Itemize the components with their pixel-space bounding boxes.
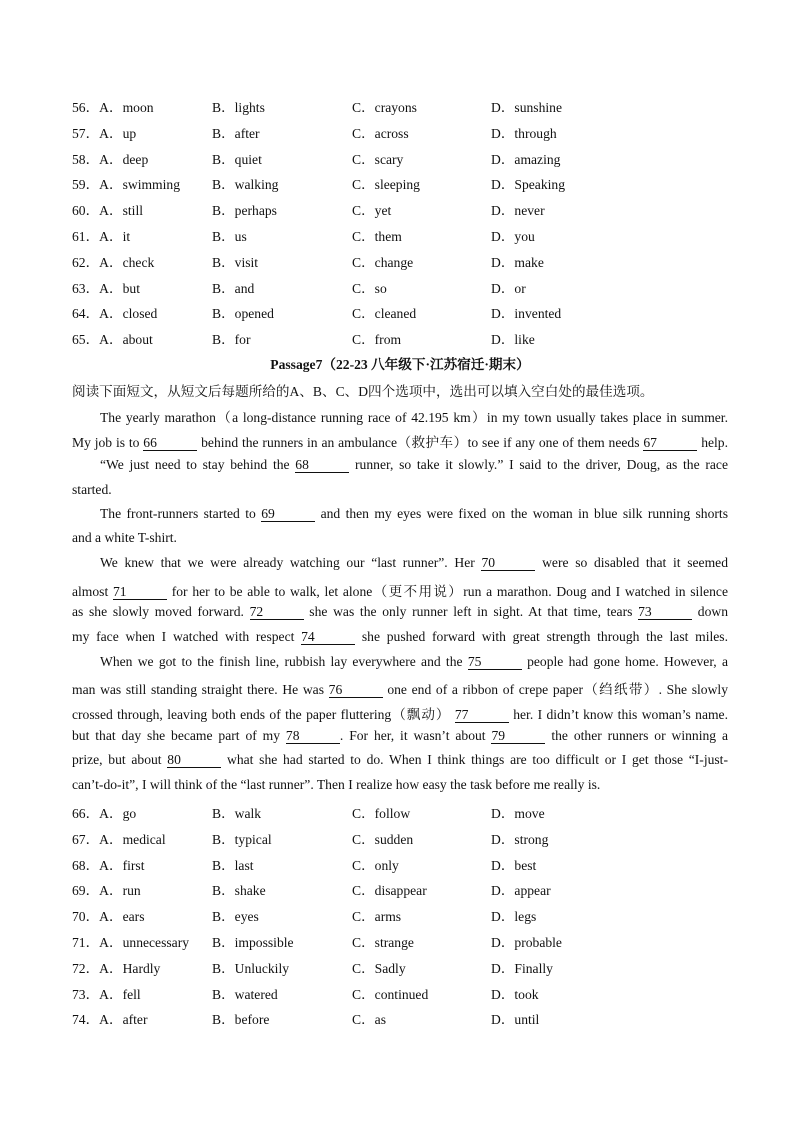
passage-line: [72, 728, 728, 748]
text-segment: and then my eyes were fixed on the woman in blue silk running shorts: [315, 506, 728, 521]
text-segment: as she slowly moved forward.: [72, 604, 250, 619]
option-a[interactable]: 68．A．first: [72, 857, 145, 873]
blank-73[interactable]: 73: [638, 605, 692, 620]
passage-line: [72, 482, 728, 502]
text-segment: runner, so take it slowly.” I said to the driver, Doug, as the race: [349, 457, 728, 472]
option-c[interactable]: C．arms: [352, 909, 402, 925]
passage-line: [72, 530, 728, 550]
option-a[interactable]: 67．A．medical: [72, 831, 166, 847]
option-c[interactable]: C．sudden: [352, 831, 414, 847]
option-b[interactable]: B．quiet: [212, 151, 262, 167]
option-a[interactable]: 56．A．moon: [72, 100, 154, 115]
option-a[interactable]: 72．A．Hardly: [72, 960, 161, 976]
text-segment: The yearly marathon（a long-distance running race of 42.195 km）in my town usually takes place in summer.: [100, 410, 728, 425]
option-b[interactable]: B．after: [212, 125, 260, 141]
option-c[interactable]: C．them: [352, 229, 402, 244]
blank-71[interactable]: 71: [113, 585, 167, 600]
text-segment: she pushed forward with great strength through the last miles.: [355, 629, 728, 644]
option-d[interactable]: D．you: [491, 229, 535, 244]
passage-line: [72, 752, 728, 772]
question-60-options: [72, 199, 732, 219]
option-c[interactable]: C．as: [352, 1012, 386, 1028]
option-a[interactable]: 60．A．still: [72, 203, 143, 219]
option-c[interactable]: C．continued: [352, 986, 429, 1002]
option-c[interactable]: C．change: [352, 254, 414, 270]
option-a[interactable]: 66．A．go: [72, 806, 137, 821]
question-57-options: [72, 122, 732, 142]
passage-line: [72, 580, 728, 600]
question-66-options: [72, 802, 732, 822]
text-segment: but that day she became part of my: [72, 728, 286, 743]
option-c[interactable]: C．yet: [352, 203, 392, 219]
option-c[interactable]: C．cleaned: [352, 306, 417, 322]
option-c[interactable]: C．strange: [352, 935, 414, 950]
passage-line: [100, 506, 728, 526]
option-d[interactable]: D．until: [491, 1012, 540, 1028]
option-b[interactable]: B．for: [212, 332, 251, 348]
passage-line: [100, 406, 728, 426]
text-segment: When we got to the finish line, rubbish lay everywhere and the: [100, 654, 468, 669]
text-segment: prize, but about: [72, 752, 168, 767]
passage-line: [100, 654, 728, 674]
blank-79[interactable]: 79: [491, 729, 545, 744]
option-b[interactable]: B．opened: [212, 306, 274, 322]
option-d[interactable]: D．appear: [491, 883, 551, 899]
question-64-options: [72, 302, 732, 322]
passage-line: [100, 555, 728, 575]
blank-72[interactable]: 72: [250, 605, 304, 620]
option-b[interactable]: B．walk: [212, 806, 262, 821]
option-b[interactable]: B．impossible: [212, 935, 294, 950]
option-b[interactable]: B．shake: [212, 883, 266, 899]
option-c[interactable]: C．only: [352, 857, 399, 873]
option-b[interactable]: B．visit: [212, 254, 259, 270]
option-b[interactable]: B．perhaps: [212, 203, 277, 219]
text-segment: people had gone home. However, a: [521, 654, 728, 669]
passage-line: [100, 457, 728, 477]
option-b[interactable]: B．Unluckily: [212, 960, 290, 976]
option-c[interactable]: C．sleeping: [352, 177, 420, 193]
passage-line: [72, 604, 728, 624]
option-d[interactable]: D．sunshine: [491, 100, 562, 115]
question-68-options: [72, 854, 732, 874]
text-segment: her. I didn’t know this woman’s name.: [508, 707, 728, 722]
passage-line: [72, 678, 728, 698]
option-d[interactable]: D．like: [491, 332, 535, 348]
instruction: 阅读下面短文，从短文后每题所给的A、B、C、D四个选项中，选出可以填入空白处的最佳选项。: [72, 384, 654, 399]
option-d[interactable]: D．strong: [491, 831, 549, 847]
option-b[interactable]: B．us: [212, 229, 247, 244]
text-segment: can’t-do-it”, I will think of the “last runner”. Then I realize how easy the task before me really is.: [72, 777, 601, 792]
option-d[interactable]: D．through: [491, 125, 557, 141]
text-segment: for her to be able to walk, let alone（更不用说）run a marathon. Doug and I watched in silence: [167, 584, 728, 599]
option-a[interactable]: 74．A．after: [72, 1012, 148, 1028]
text-segment: one end of a ribbon of crepe paper（绉纸带）. She slowly: [382, 682, 728, 697]
blank-67[interactable]: 67: [643, 436, 697, 451]
blank-74[interactable]: 74: [301, 630, 355, 645]
question-56-options: [72, 96, 732, 116]
question-74-options: [72, 1008, 732, 1028]
option-a[interactable]: 58．A．deep: [72, 151, 149, 167]
text-segment: almost: [72, 584, 113, 599]
text-segment: the other runners or winning a: [545, 728, 728, 743]
question-61-options: [72, 225, 732, 245]
passage-line: [72, 703, 728, 723]
question-72-options: [72, 957, 732, 977]
passage-line: [72, 431, 728, 451]
option-a[interactable]: 62．A．check: [72, 254, 155, 270]
blank-70[interactable]: 70: [481, 556, 535, 571]
option-a[interactable]: 63．A．but: [72, 280, 140, 296]
option-c[interactable]: C．follow: [352, 806, 411, 821]
passage-line: [72, 777, 728, 797]
option-d[interactable]: D．amazing: [491, 151, 561, 167]
option-a[interactable]: 65．A．about: [72, 332, 153, 348]
option-b[interactable]: B．before: [212, 1012, 270, 1028]
option-a[interactable]: 70．A．ears: [72, 909, 145, 925]
option-a[interactable]: 57．A．up: [72, 125, 137, 141]
question-71-options: [72, 931, 732, 951]
option-b[interactable]: B．lights: [212, 100, 265, 115]
option-b[interactable]: B．typical: [212, 831, 272, 847]
option-d[interactable]: D．Speaking: [491, 177, 566, 193]
option-a[interactable]: 61．A．it: [72, 229, 131, 244]
text-segment: crossed through, leaving both ends of the paper fluttering（飘动）: [72, 707, 455, 722]
text-segment: The front-runners started to: [100, 506, 262, 521]
blank-76[interactable]: 76: [329, 683, 383, 698]
option-c[interactable]: C．scary: [352, 151, 404, 167]
option-d[interactable]: D．took: [491, 986, 539, 1002]
option-a[interactable]: 71．A．unnecessary: [72, 935, 190, 950]
option-d[interactable]: D．never: [491, 203, 545, 219]
text-segment: and a white T-shirt.: [72, 530, 177, 545]
question-65-options: [72, 328, 732, 348]
blank-75[interactable]: 75: [468, 655, 522, 670]
blank-69[interactable]: 69: [261, 507, 315, 522]
option-c[interactable]: C．disappear: [352, 883, 427, 899]
question-63-options: [72, 277, 732, 297]
blank-78[interactable]: 78: [286, 729, 340, 744]
option-c[interactable]: C．Sadly: [352, 960, 406, 976]
option-b[interactable]: B．eyes: [212, 909, 259, 925]
option-c[interactable]: C．from: [352, 332, 402, 348]
option-a[interactable]: 59．A．swimming: [72, 177, 180, 193]
option-b[interactable]: B．and: [212, 280, 255, 296]
option-c[interactable]: C．so: [352, 280, 387, 296]
option-d[interactable]: D．legs: [491, 909, 537, 925]
question-73-options: [72, 983, 732, 1003]
text-segment: . For her, it wasn’t about: [339, 728, 492, 743]
option-d[interactable]: D．make: [491, 254, 544, 270]
option-d[interactable]: D．invented: [491, 306, 562, 322]
option-c[interactable]: C．across: [352, 125, 409, 141]
option-d[interactable]: D．or: [491, 280, 526, 296]
question-62-options: [72, 251, 732, 271]
text-segment: my face when I watched with respect: [72, 629, 302, 644]
text-segment: help.: [697, 435, 728, 450]
blank-77[interactable]: 77: [455, 708, 509, 723]
text-segment: what she had started to do. When I think things are too difficult or I get those “I-just-: [221, 752, 728, 767]
text-segment: down: [692, 604, 728, 619]
question-70-options: [72, 905, 732, 925]
text-segment: We knew that we were already watching our “last runner”. Her: [100, 555, 482, 570]
text-segment: man was still standing straight there. He was: [72, 682, 329, 697]
option-d[interactable]: D．probable: [491, 935, 562, 950]
question-58-options: [72, 148, 732, 168]
option-d[interactable]: D．best: [491, 857, 537, 873]
text-segment: she was the only runner left in sight. At that time, tears: [303, 604, 639, 619]
passage-line: [72, 629, 728, 649]
question-59-options: [72, 173, 732, 193]
option-d[interactable]: D．move: [491, 806, 545, 821]
blank-68[interactable]: 68: [295, 458, 349, 473]
text-segment: were so disabled that it seemed: [535, 555, 728, 570]
option-a[interactable]: 64．A．closed: [72, 306, 158, 322]
option-c[interactable]: C．crayons: [352, 100, 417, 115]
option-a[interactable]: 69．A．run: [72, 883, 141, 899]
option-b[interactable]: B．watered: [212, 986, 278, 1002]
text-segment: “We just need to stay behind the: [100, 457, 296, 472]
option-a[interactable]: 73．A．fell: [72, 986, 141, 1002]
option-b[interactable]: B．last: [212, 857, 254, 873]
blank-80[interactable]: 80: [167, 753, 221, 768]
question-67-options: [72, 828, 732, 848]
blank-66[interactable]: 66: [143, 436, 197, 451]
text-segment: My job is to: [72, 435, 144, 450]
text-segment: started.: [72, 482, 112, 497]
option-d[interactable]: D．Finally: [491, 960, 553, 976]
option-b[interactable]: B．walking: [212, 177, 279, 193]
question-69-options: [72, 879, 732, 899]
text-segment: behind the runners in an ambulance（救护车）to see if any one of them needs: [197, 435, 644, 450]
passage-title: Passage7（22-23 八年级下·江苏宿迁·期末）: [270, 357, 530, 372]
